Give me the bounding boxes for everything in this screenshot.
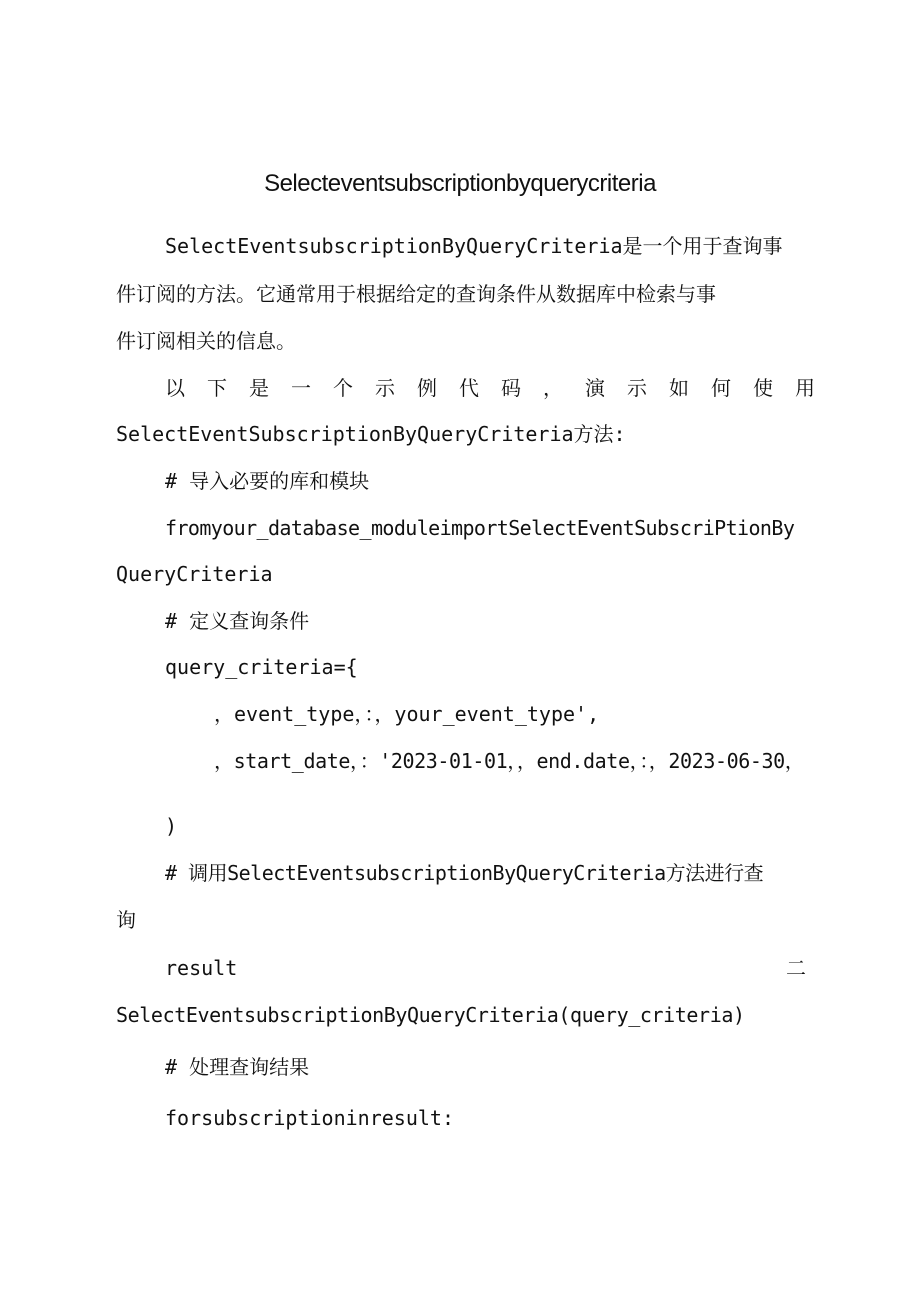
justified-char: 如 bbox=[669, 376, 689, 400]
justified-char: 例 bbox=[417, 376, 437, 400]
justified-char: 示 bbox=[375, 376, 395, 400]
justified-char: 演 bbox=[585, 376, 605, 400]
justified-char: 使 bbox=[753, 376, 773, 400]
justified-char: 一 bbox=[291, 376, 311, 400]
paragraph-line: SelectEventSubscriptionByQueryCriteria方法: bbox=[116, 422, 626, 446]
paragraph-line: 件订阅相关的信息。 bbox=[116, 329, 296, 353]
code-line: QueryCriteria bbox=[116, 562, 273, 586]
justified-char: 代 bbox=[459, 376, 479, 400]
paragraph-line: 件订阅的方法。它通常用于根据给定的查询条件从数据库中检索与事 bbox=[116, 282, 716, 306]
justified-char: 何 bbox=[711, 376, 731, 400]
code-line: result bbox=[165, 956, 238, 980]
justified-char: 是 bbox=[249, 376, 269, 400]
code-line: ) bbox=[165, 814, 178, 838]
justified-char: ， bbox=[543, 376, 563, 400]
code-comment: # 调用SelectEventsubscriptionByQueryCriteria方法进行查 bbox=[165, 861, 764, 885]
document-title: Selecteventsubscriptionbyquerycriteria bbox=[264, 170, 656, 197]
justified-char: 以 bbox=[165, 376, 185, 400]
justified-char: 个 bbox=[333, 376, 353, 400]
code-line: ，event_type，：，your_event_type', bbox=[214, 702, 600, 726]
code-line: forsubscriptioninresult: bbox=[165, 1106, 454, 1130]
code-comment: # 定义查询条件 bbox=[165, 609, 310, 633]
justified-paragraph-line bbox=[165, 374, 815, 402]
code-line: SelectEventsubscriptionByQueryCriteria(query_criteria) bbox=[116, 1003, 745, 1027]
code-comment: # 处理查询结果 bbox=[165, 1055, 310, 1079]
justified-char: 示 bbox=[627, 376, 647, 400]
code-line: fromyour_database_moduleimportSelectEventSubscriPtionBy bbox=[165, 516, 795, 540]
code-line: 二 bbox=[786, 956, 806, 980]
code-line: ，start_date，：'2023-01-01，，end.date，：，2023-06-30， bbox=[214, 749, 805, 773]
justified-char: 下 bbox=[207, 376, 227, 400]
justified-char: 码 bbox=[501, 376, 521, 400]
code-comment: # 导入必要的库和模块 bbox=[165, 469, 370, 493]
justified-char: 用 bbox=[795, 376, 815, 400]
code-comment: 询 bbox=[116, 908, 136, 932]
code-line: query_criteria={ bbox=[165, 655, 358, 679]
paragraph-line: SelectEventsubscriptionByQueryCriteria是一个用于查询事 bbox=[165, 234, 783, 258]
